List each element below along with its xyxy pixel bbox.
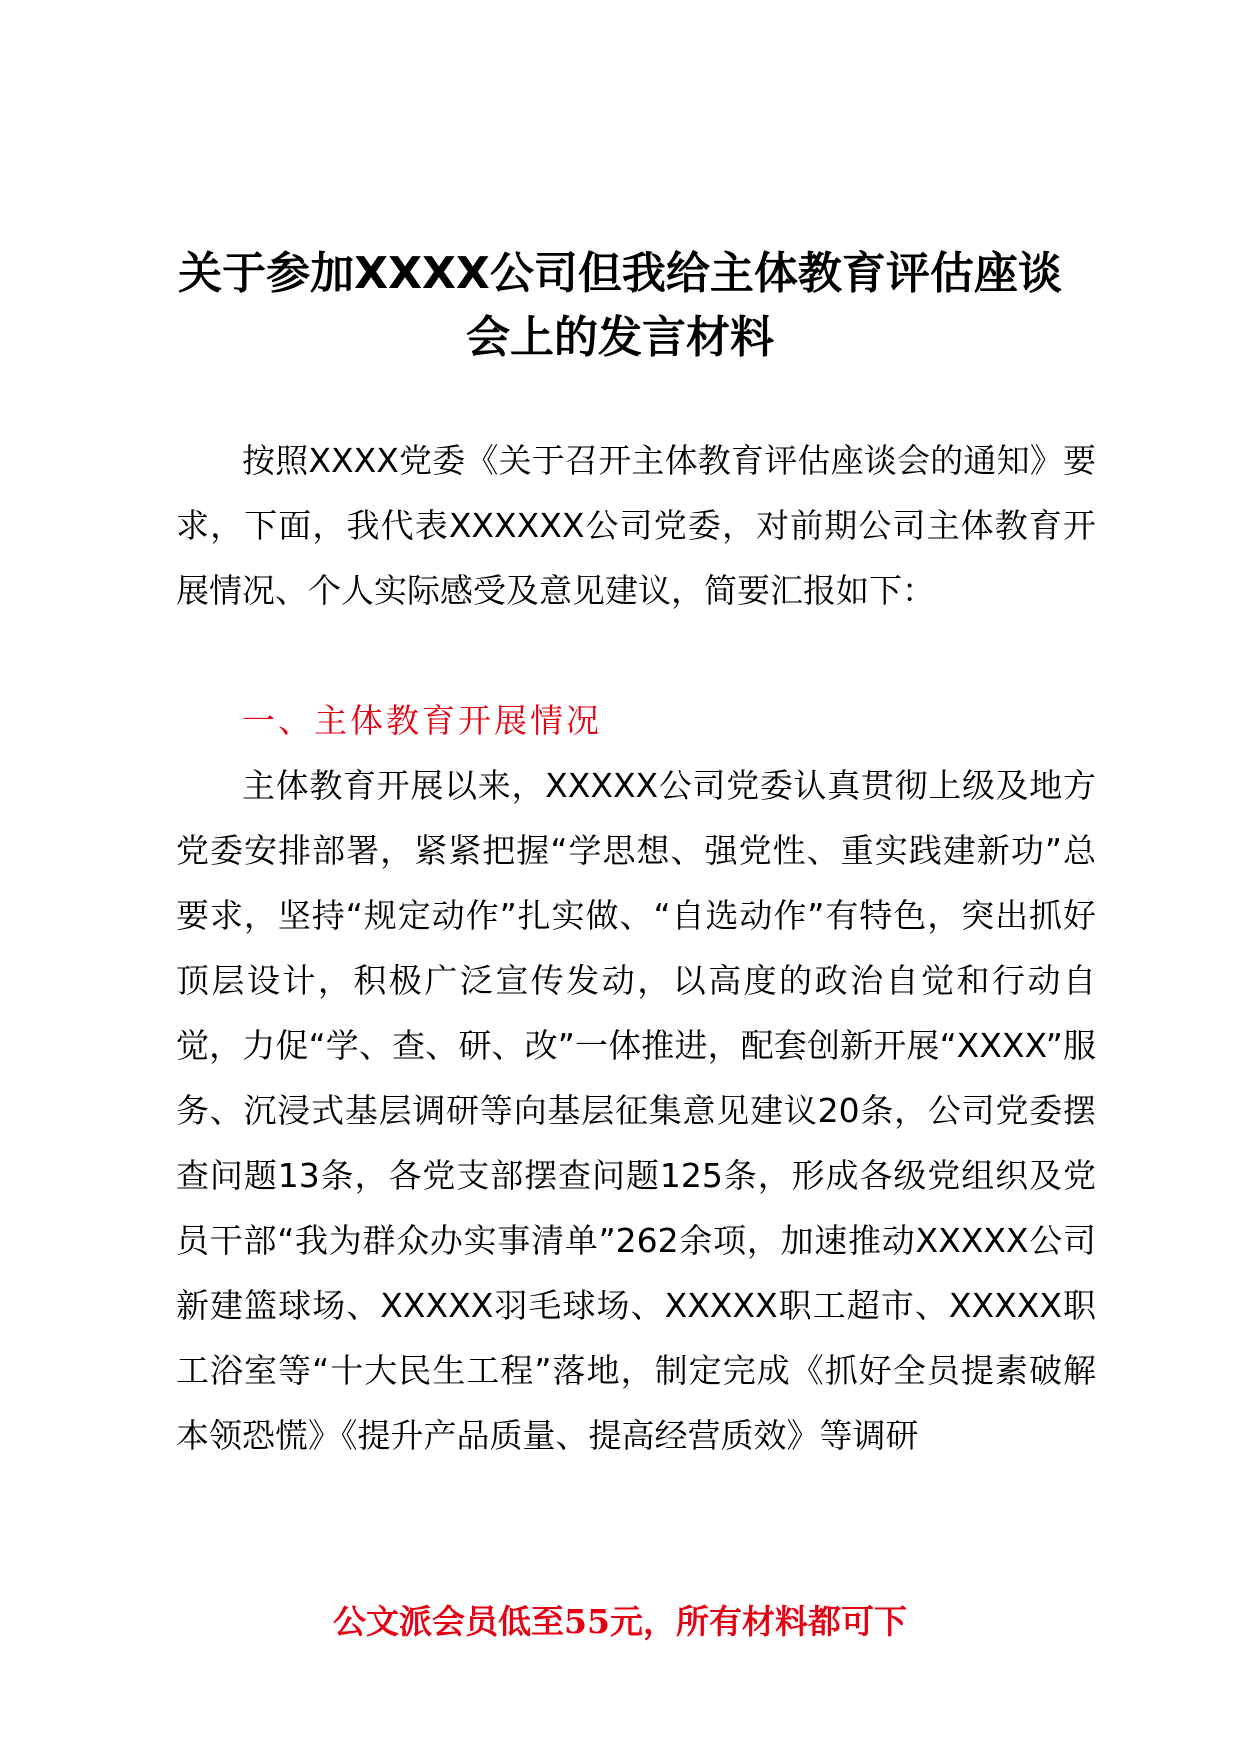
document-title: 关于参加XXXX公司但我给主体教育评估座谈会上的发言材料 [178, 248, 1062, 363]
intro-paragraph: 按照XXXX党委《关于召开主体教育评估座谈会的通知》要求，下面，我代表XXXXXX公司党委，对前期公司主体教育开展情况、个人实际感受及意见建议，简要汇报如下： [176, 441, 1096, 610]
section-paragraph: 主体教育开展以来，XXXXX公司党委认真贯彻上级及地方党委安排部署，紧紧把握“学思想、强党性、重实践建新功”总要求，坚持“规定动作”扎实做、“自选动作”有特色，突出抓好顶层设计，积极广泛宣传发动，以高度的政治自觉和行动自觉，力促“学、查、研、改”一体推进，配套创新开展“XXXX”服务、沉浸式基层调研等向基层征集意见建议20条，公司党委摆查问题13条，各党支部摆查问题125条，形成各级党组织及党员干部“我为群众办实事清单”262余项，加速推动XXXXX公司新建篮球场、XXXXX羽毛球场、XXXXX职工超市、XXXXX职工浴室等“十大民生工程”落地，制定完成《抓好全员提素破解本领恐慌》《提升产品质量、提高经营质效》等调研 [176, 766, 1096, 1455]
promo-footer-text: 公文派会员低至55元，所有材料都可下 [333, 1602, 907, 1641]
section-heading: 一、主体教育开展情况 [242, 701, 602, 740]
